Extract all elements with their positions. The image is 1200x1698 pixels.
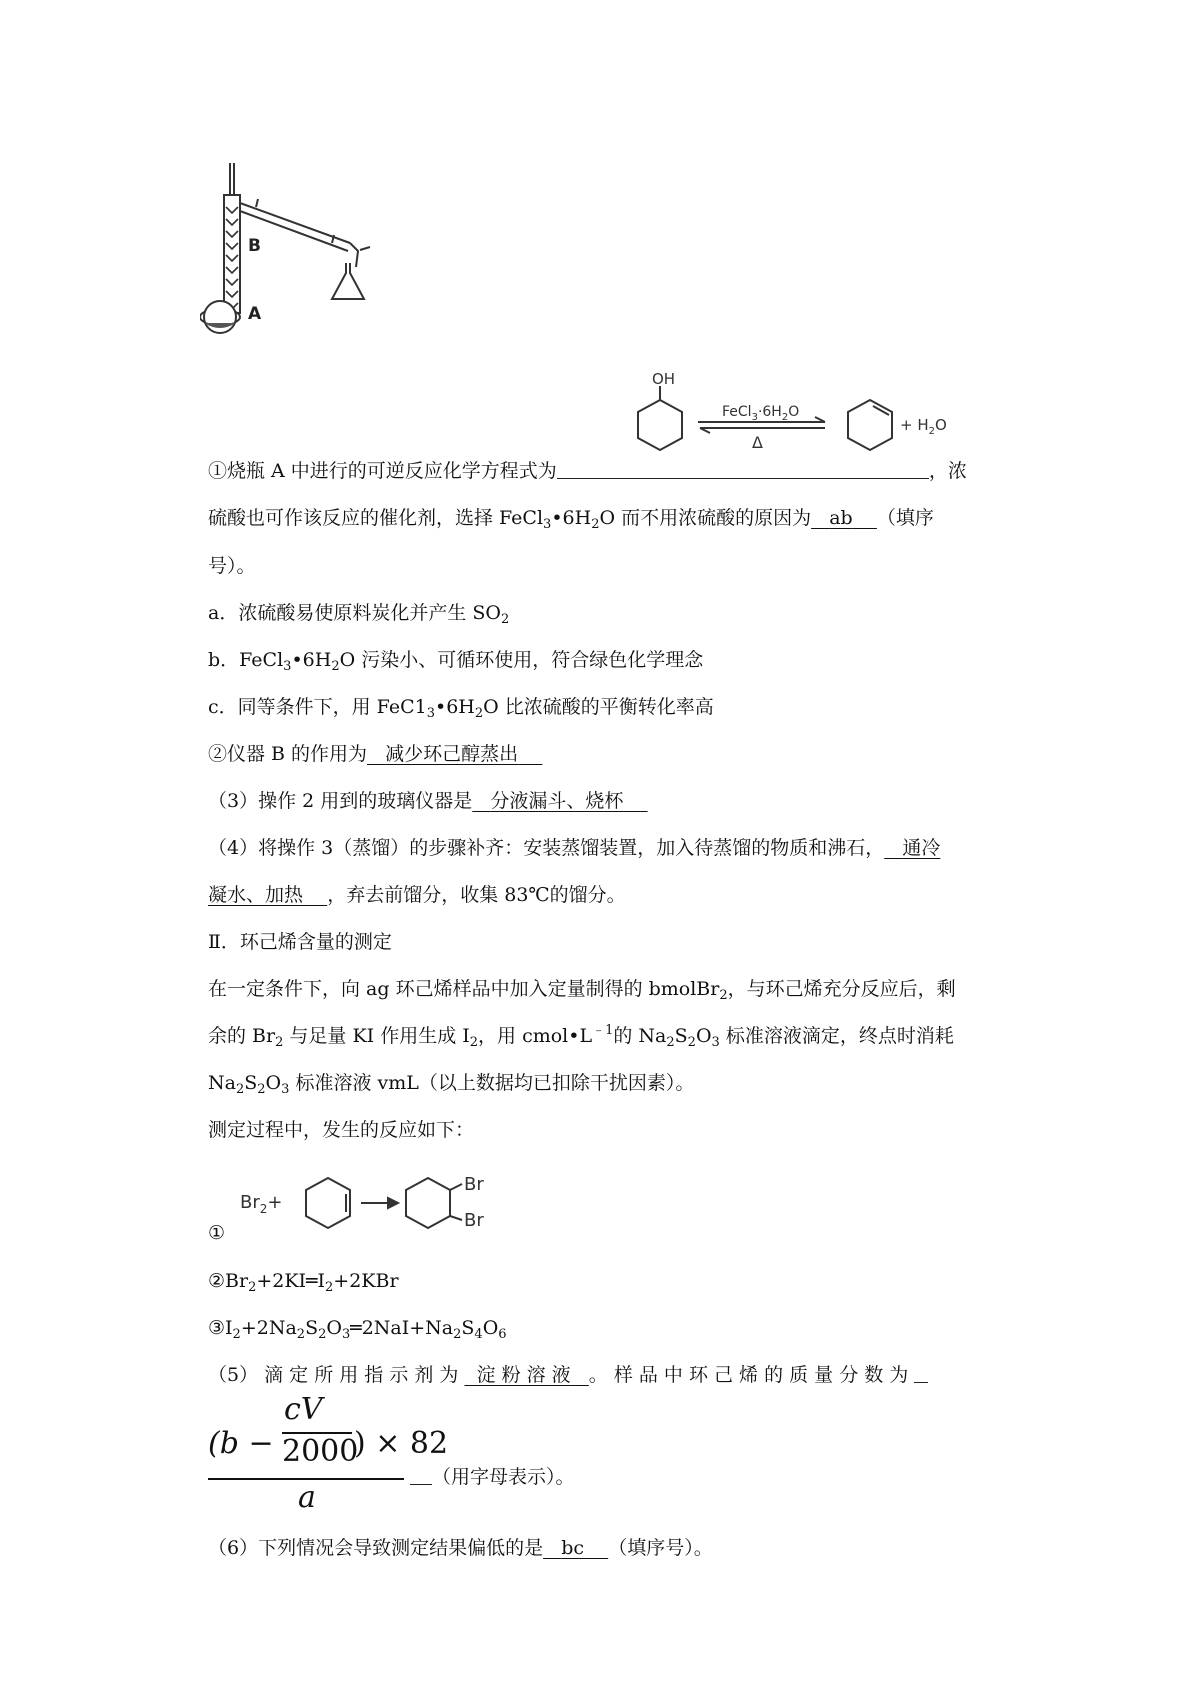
q1-line-3: 号）。 <box>208 555 256 577</box>
part2-line-4: 测定过程中，发生的反应如下： <box>208 1119 475 1141</box>
part2-title: Ⅱ．环己烯含量的测定 <box>208 931 392 953</box>
q1-reason-mid2: O 而不用浓硫酸的原因为 <box>599 507 812 529</box>
heat-symbol: Δ <box>752 433 763 452</box>
reaction-1-label: ① <box>208 1222 226 1244</box>
q6: （6）下列情况会导致测定结果偏低的是 bc （填序号）。 <box>208 1537 713 1559</box>
br2-label: $Br_2+$ <box>240 1192 283 1216</box>
q3: （3）操作 2 用到的玻璃仪器是 分液漏斗、烧杯 <box>208 788 648 814</box>
label-b: B <box>248 236 261 256</box>
inner-numerator: cV <box>284 1392 323 1427</box>
q1-part2: ②仪器 B 的作用为 减少环己醇蒸出 <box>208 741 542 767</box>
answer-ab: ab <box>829 507 853 529</box>
answer-q4-part2: 凝水、加热 <box>208 884 304 906</box>
inner-denominator: 2000 <box>282 1434 359 1469</box>
answer-q4-part1: 通冷 <box>902 837 941 859</box>
water-label: + $H_2O$ <box>900 416 947 437</box>
numerator-open: (b − <box>208 1426 274 1461</box>
br-bottom-label: Br <box>464 1210 484 1231</box>
part2-line-2: 余的 $Br_2$ 与足量 KI 作用生成 $I_2$，用 $cmol•L^{﹣1}$的 $Na_2S_2O_3$ 标准溶液滴定，终点时消耗 <box>208 1023 954 1050</box>
mass-fraction-expression <box>208 1392 628 1522</box>
bromination-reaction-figure <box>236 1168 506 1248</box>
catalyst-label: $FeCl_3\cdot 6H_2O$ <box>722 404 800 423</box>
q1-reason-text: 硫酸也可作该反应的催化剂，选择 FeCl <box>208 507 544 529</box>
answer-b-function: 减少环己醇蒸出 <box>385 743 519 765</box>
distillation-apparatus-figure <box>200 155 390 355</box>
equation-blank <box>557 458 929 479</box>
option-a: a．浓硫酸易使原料炭化并产生 $SO_2$ <box>208 602 510 627</box>
part2-line-1: 在一定条件下，向 ag 环己烯样品中加入定量制得的 bmolBr$_2$，与环己烯充分反应后，剩 <box>208 978 956 1003</box>
q4-line-2: 凝水、加热 ，弃去前馏分，收集 83℃的馏分。 <box>208 884 626 906</box>
q1-text-end: ，浓 <box>928 460 967 482</box>
answer-indicator: 淀 粉 溶 液 <box>476 1364 571 1386</box>
main-denominator: a <box>298 1480 316 1515</box>
reaction-2: $②Br_2+2KI═I_2+2KBr$ <box>208 1270 399 1295</box>
q1-reason-end: （填序 <box>876 507 934 529</box>
q1-text-start: ①烧瓶 A 中进行的可逆反应化学方程式为 <box>208 460 557 482</box>
label-a: A <box>248 304 262 324</box>
q5-line-1: （5） 滴 定 所 用 指 示 剂 为 淀 粉 溶 液 。 样 品 中 环 己 烯 的 质 量 分 数 为 <box>208 1362 928 1388</box>
cyclohexanol-reaction-figure <box>630 370 970 470</box>
oh-label: OH <box>652 370 676 388</box>
reaction-3: $③I_2+2Na_2S_2O_3═2NaI+Na_2S_4O_6$ <box>208 1317 507 1342</box>
q5-end-text: （用字母表示）。 <box>410 1464 575 1490</box>
answer-q3: 分液漏斗、烧杯 <box>490 790 624 812</box>
part2-line-3: $Na_2S_2O_3$ 标准溶液 vmL（以上数据均已扣除干扰因素）。 <box>208 1072 695 1097</box>
q1-line-2: 硫酸也可作该反应的催化剂，选择 $FeCl_3•6H_2O$ 而不用浓硫酸的原因为 ab （填序 <box>208 507 934 532</box>
option-c: c．同等条件下，用 $FeC1_3•6H_2O$ 比浓硫酸的平衡转化率高 <box>208 696 714 721</box>
br-top-label: Br <box>464 1174 484 1195</box>
q4-line-1: （4）将操作 3（蒸馏）的步骤补齐：安装蒸馏装置，加入待蒸馏的物质和沸石， 通冷 <box>208 837 941 859</box>
option-b: b．$FeCl_3•6H_2O$ 污染小、可循环使用，符合绿色化学理念 <box>208 649 704 674</box>
numerator-close: ) × 82 <box>354 1426 449 1461</box>
q1-reason-mid: •6H <box>551 507 592 529</box>
answer-q6: bc <box>561 1537 585 1559</box>
q1-line-1 <box>208 458 967 484</box>
